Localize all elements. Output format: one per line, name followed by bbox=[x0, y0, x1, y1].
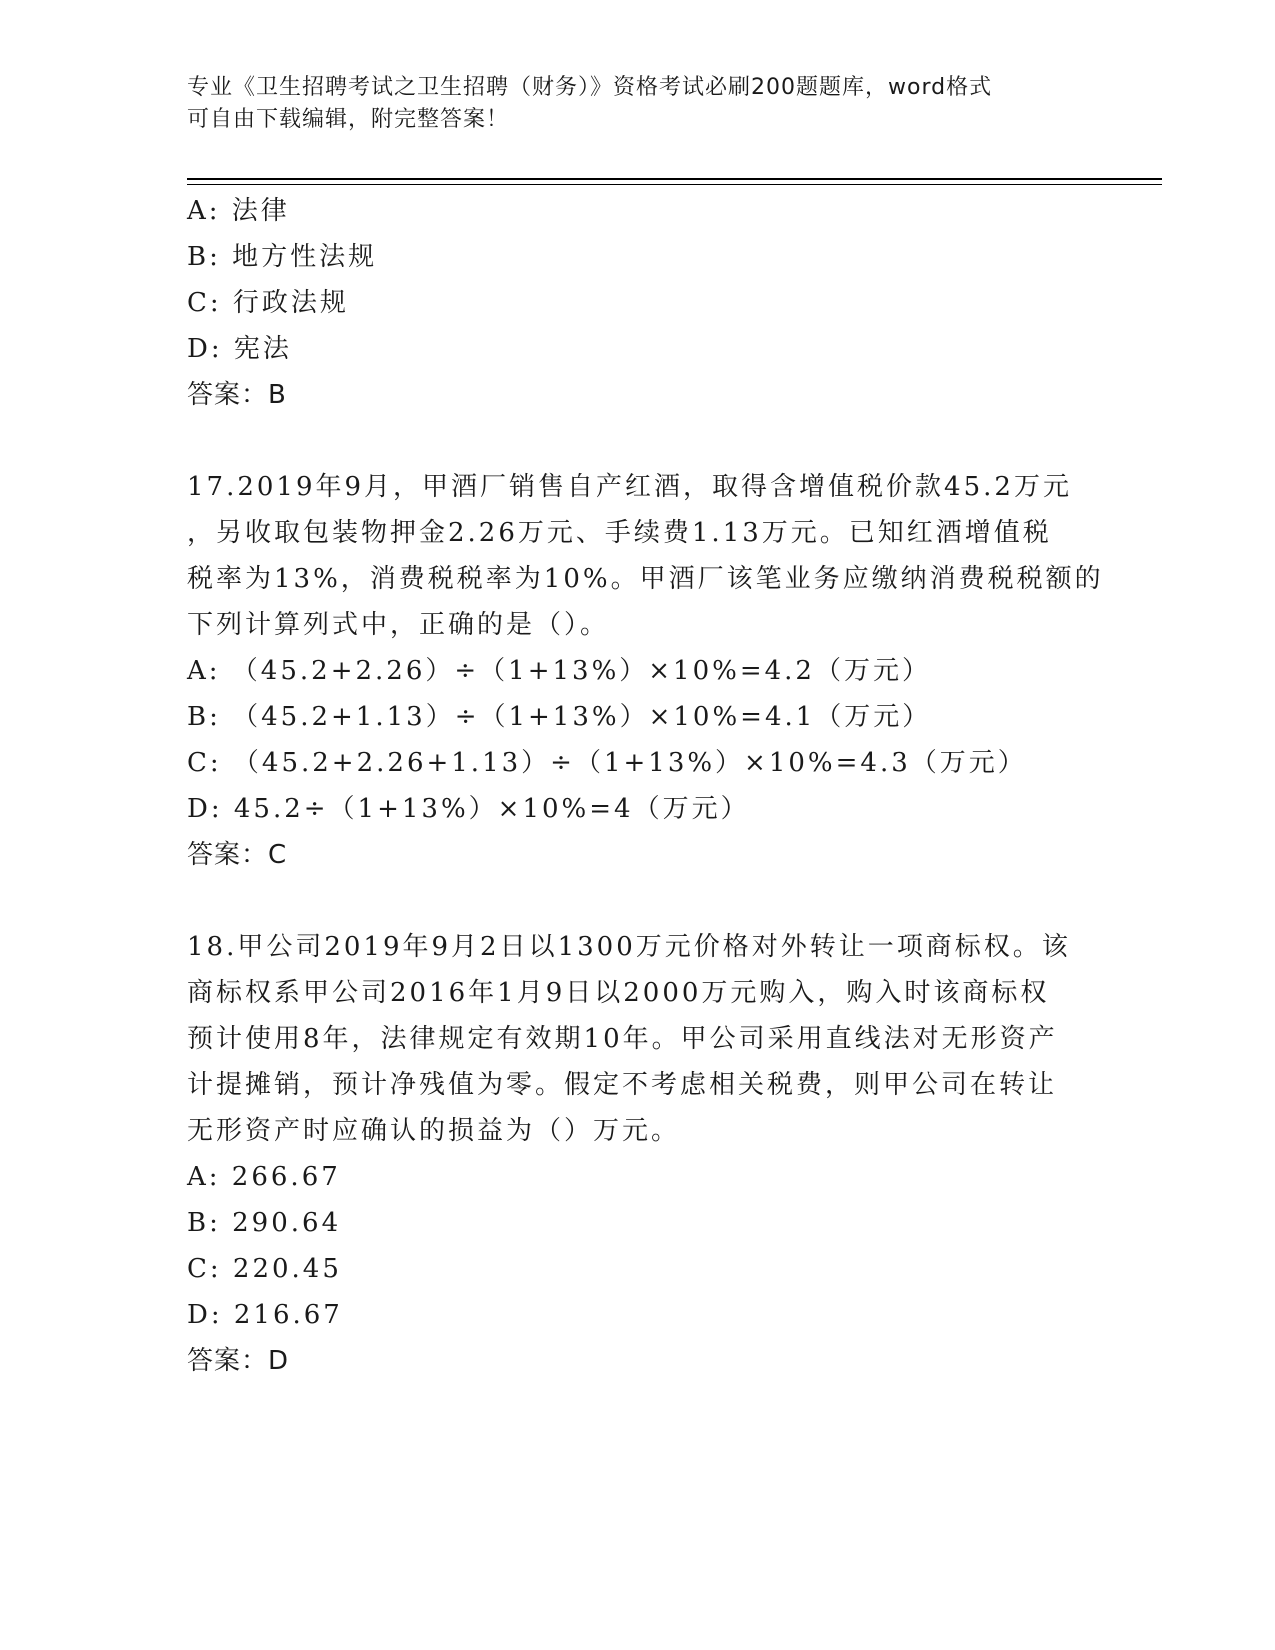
question-16 bbox=[187, 188, 1087, 418]
q18-option-a: A: 266.67 bbox=[187, 1162, 341, 1192]
q17-text-line-3: 税率为13%，消费税税率为10%。甲酒厂该笔业务应缴纳消费税税额的 bbox=[187, 564, 1104, 594]
q16-option-a: A: 法律 bbox=[187, 196, 290, 226]
q17-option-c: C: （45.2+2.26+1.13）÷（1+13%）×10%=4.3（万元） bbox=[187, 748, 1027, 778]
question-gap bbox=[187, 878, 1087, 924]
q16-option-c: C: 行政法规 bbox=[187, 288, 349, 318]
q18-text-line-1: 18.甲公司2019年9月2日以1300万元价格对外转让一项商标权。该 bbox=[187, 932, 1071, 962]
q16-option-d: D: 宪法 bbox=[187, 334, 292, 364]
q18-option-c: C: 220.45 bbox=[187, 1254, 342, 1284]
header-divider-thin bbox=[187, 184, 1162, 185]
document-body bbox=[187, 188, 1104, 1384]
question-gap bbox=[187, 418, 1087, 464]
header-line-2: 可自由下载编辑，附完整答案！ bbox=[187, 107, 510, 132]
header-line-1: 专业《卫生招聘考试之卫生招聘（财务）》资格考试必刷200题题库，word格式 bbox=[187, 75, 993, 100]
q18-text-line-2: 商标权系甲公司2016年1月9日以2000万元购入，购入时该商标权 bbox=[187, 978, 1050, 1008]
q18-option-d: D: 216.67 bbox=[187, 1300, 343, 1330]
q16-option-b: B: 地方性法规 bbox=[187, 242, 378, 272]
q17-option-b: B: （45.2+1.13）÷（1+13%）×10%=4.1（万元） bbox=[187, 702, 932, 732]
q18-text-line-4: 计提摊销，预计净残值为零。假定不考虑相关税费，则甲公司在转让 bbox=[187, 1070, 1058, 1100]
q18-text-line-5: 无形资产时应确认的损益为（）万元。 bbox=[187, 1116, 681, 1146]
q17-text-line-4: 下列计算列式中，正确的是（）。 bbox=[187, 610, 610, 640]
q17-text-line-1: 17.2019年9月，甲酒厂销售自产红酒，取得含增值税价款45.2万元 bbox=[187, 472, 1072, 502]
q17-text-line-2: ，另收取包装物押金2.26万元、手续费1.13万元。已知红酒增值税 bbox=[187, 518, 1052, 548]
q17-option-a: A: （45.2+2.26）÷（1+13%）×10%=4.2（万元） bbox=[187, 656, 931, 686]
question-18 bbox=[187, 924, 1087, 1384]
header-divider-thick bbox=[187, 178, 1162, 180]
document-header bbox=[187, 72, 1087, 136]
q18-option-b: B: 290.64 bbox=[187, 1208, 342, 1238]
q17-option-d: D: 45.2÷（1+13%）×10%=4（万元） bbox=[187, 794, 750, 824]
question-17 bbox=[187, 464, 1104, 878]
q18-text-line-3: 预计使用8年，法律规定有效期10年。甲公司采用直线法对无形资产 bbox=[187, 1024, 1058, 1054]
q18-answer: 答案：D bbox=[187, 1346, 290, 1376]
q17-answer: 答案：C bbox=[187, 840, 288, 870]
q16-answer: 答案：B bbox=[187, 380, 287, 410]
